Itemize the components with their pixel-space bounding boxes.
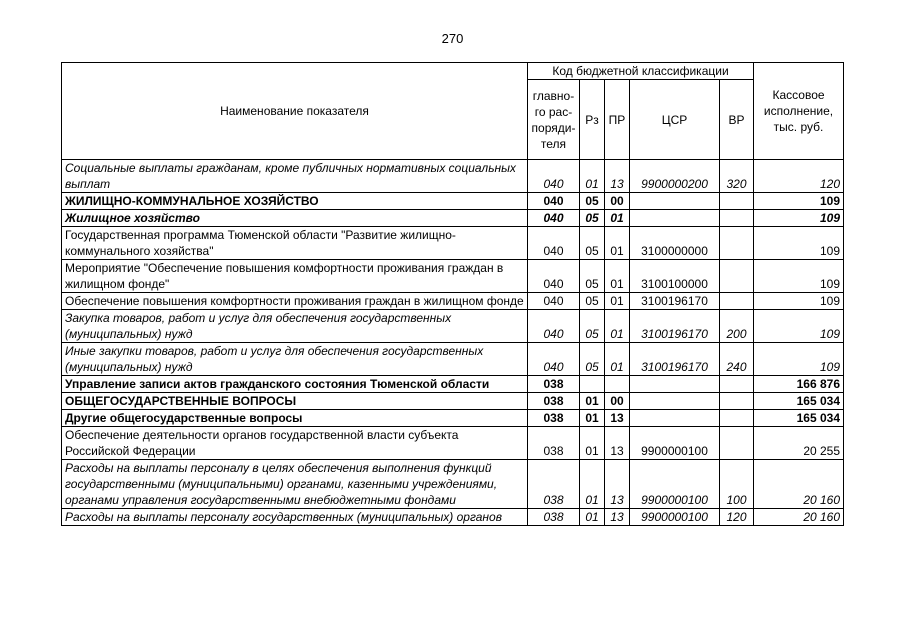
cell-vr — [720, 393, 754, 410]
cell-pr: 01 — [605, 343, 630, 376]
table-row — [62, 227, 844, 260]
cell-pr: 01 — [605, 293, 630, 310]
cell-vr — [720, 410, 754, 427]
cell-rz: 05 — [580, 260, 605, 293]
cell-rz: 01 — [580, 410, 605, 427]
cell-csr — [630, 376, 720, 393]
table-row — [62, 260, 844, 293]
cell-rz — [580, 376, 605, 393]
cell-pr — [605, 376, 630, 393]
cell-gl: 040 — [528, 193, 580, 210]
cell-csr: 3100196170 — [630, 293, 720, 310]
cell-name: Иные закупки товаров, работ и услуг для обеспечения государственных (муниципальных) нужд — [62, 343, 528, 376]
table-row — [62, 460, 844, 509]
cell-pr: 00 — [605, 393, 630, 410]
table-row — [62, 293, 844, 310]
cell-sum: 20 160 — [754, 509, 844, 526]
table-row — [62, 210, 844, 227]
cell-gl: 040 — [528, 210, 580, 227]
cell-rz: 05 — [580, 193, 605, 210]
cell-vr — [720, 293, 754, 310]
cell-sum: 109 — [754, 193, 844, 210]
cell-csr: 3100196170 — [630, 310, 720, 343]
cell-name: Обеспечение деятельности органов государственной власти субъекта Российской Федерации — [62, 427, 528, 460]
cell-sum: 109 — [754, 227, 844, 260]
cell-csr: 9900000100 — [630, 427, 720, 460]
cell-vr — [720, 193, 754, 210]
cell-csr: 9900000100 — [630, 460, 720, 509]
cell-pr: 01 — [605, 310, 630, 343]
cell-pr: 01 — [605, 210, 630, 227]
cell-sum: 120 — [754, 160, 844, 193]
cell-vr — [720, 376, 754, 393]
cell-gl: 038 — [528, 410, 580, 427]
cell-csr: 9900000100 — [630, 509, 720, 526]
table-row — [62, 310, 844, 343]
cell-pr: 01 — [605, 227, 630, 260]
cell-sum: 20 255 — [754, 427, 844, 460]
table-row — [62, 193, 844, 210]
cell-vr: 120 — [720, 509, 754, 526]
cell-pr: 01 — [605, 260, 630, 293]
cell-pr: 00 — [605, 193, 630, 210]
cell-gl: 038 — [528, 460, 580, 509]
cell-rz: 01 — [580, 160, 605, 193]
cell-rz: 01 — [580, 460, 605, 509]
table-row — [62, 509, 844, 526]
cell-name: Другие общегосударственные вопросы — [62, 410, 528, 427]
cell-gl: 040 — [528, 310, 580, 343]
table-row — [62, 393, 844, 410]
cell-sum: 109 — [754, 210, 844, 227]
cell-csr — [630, 210, 720, 227]
cell-pr: 13 — [605, 509, 630, 526]
cell-gl: 038 — [528, 427, 580, 460]
cell-csr: 3100196170 — [630, 343, 720, 376]
cell-pr: 13 — [605, 410, 630, 427]
cell-rz: 01 — [580, 509, 605, 526]
table-row — [62, 160, 844, 193]
cell-name: Социальные выплаты гражданам, кроме публичных нормативных социальных выплат — [62, 160, 528, 193]
cell-name: Расходы на выплаты персоналу государственных (муниципальных) органов — [62, 509, 528, 526]
budget-table — [61, 62, 844, 526]
cell-sum: 166 876 — [754, 376, 844, 393]
cell-rz: 01 — [580, 393, 605, 410]
header-sum: Кассовое исполнение, тыс. руб. — [754, 63, 844, 160]
cell-csr: 3100100000 — [630, 260, 720, 293]
cell-sum: 109 — [754, 343, 844, 376]
cell-vr — [720, 227, 754, 260]
cell-gl: 040 — [528, 227, 580, 260]
cell-vr: 320 — [720, 160, 754, 193]
cell-name: Расходы на выплаты персоналу в целях обеспечения выполнения функций государственными (муниципальными) органами, казенными учреждениями, органами управления государственными внебюджетными фондами — [62, 460, 528, 509]
header-vr: ВР — [720, 80, 754, 160]
cell-name: ОБЩЕГОСУДАРСТВЕННЫЕ ВОПРОСЫ — [62, 393, 528, 410]
cell-rz: 01 — [580, 427, 605, 460]
cell-rz: 05 — [580, 343, 605, 376]
table-body — [62, 160, 844, 526]
cell-sum: 165 034 — [754, 410, 844, 427]
cell-name: Государственная программа Тюменской области "Развитие жилищно-коммунального хозяйства" — [62, 227, 528, 260]
header-code-group: Код бюджетной классификации — [528, 63, 754, 80]
header-csr: ЦСР — [630, 80, 720, 160]
header-gl: главно-го рас-поряди-теля — [528, 80, 580, 160]
cell-name: Обеспечение повышения комфортности проживания граждан в жилищном фонде — [62, 293, 528, 310]
cell-gl: 038 — [528, 509, 580, 526]
cell-csr — [630, 193, 720, 210]
cell-vr — [720, 427, 754, 460]
cell-sum: 20 160 — [754, 460, 844, 509]
cell-csr — [630, 410, 720, 427]
header-pr: ПР — [605, 80, 630, 160]
cell-rz: 05 — [580, 310, 605, 343]
cell-sum: 109 — [754, 293, 844, 310]
table-row — [62, 376, 844, 393]
cell-rz: 05 — [580, 293, 605, 310]
cell-vr — [720, 260, 754, 293]
cell-gl: 038 — [528, 376, 580, 393]
cell-name: ЖИЛИЩНО-КОММУНАЛЬНОЕ ХОЗЯЙСТВО — [62, 193, 528, 210]
cell-rz: 05 — [580, 227, 605, 260]
cell-name: Жилищное хозяйство — [62, 210, 528, 227]
cell-pr: 13 — [605, 160, 630, 193]
cell-gl: 040 — [528, 293, 580, 310]
table-row — [62, 410, 844, 427]
cell-csr: 3100000000 — [630, 227, 720, 260]
cell-vr — [720, 210, 754, 227]
cell-gl: 040 — [528, 260, 580, 293]
header-rz: Рз — [580, 80, 605, 160]
table-row — [62, 343, 844, 376]
cell-gl: 040 — [528, 343, 580, 376]
cell-pr: 13 — [605, 460, 630, 509]
cell-gl: 038 — [528, 393, 580, 410]
cell-vr: 100 — [720, 460, 754, 509]
cell-vr: 240 — [720, 343, 754, 376]
cell-sum: 109 — [754, 310, 844, 343]
cell-sum: 109 — [754, 260, 844, 293]
table-row — [62, 427, 844, 460]
cell-sum: 165 034 — [754, 393, 844, 410]
cell-vr: 200 — [720, 310, 754, 343]
cell-pr: 13 — [605, 427, 630, 460]
cell-gl: 040 — [528, 160, 580, 193]
cell-name: Закупка товаров, работ и услуг для обеспечения государственных (муниципальных) нужд — [62, 310, 528, 343]
page-number: 270 — [441, 31, 464, 46]
cell-name: Мероприятие "Обеспечение повышения комфортности проживания граждан в жилищном фонде" — [62, 260, 528, 293]
cell-rz: 05 — [580, 210, 605, 227]
cell-name: Управление записи актов гражданского состояния Тюменской области — [62, 376, 528, 393]
cell-csr — [630, 393, 720, 410]
header-name: Наименование показателя — [62, 63, 528, 160]
cell-csr: 9900000200 — [630, 160, 720, 193]
